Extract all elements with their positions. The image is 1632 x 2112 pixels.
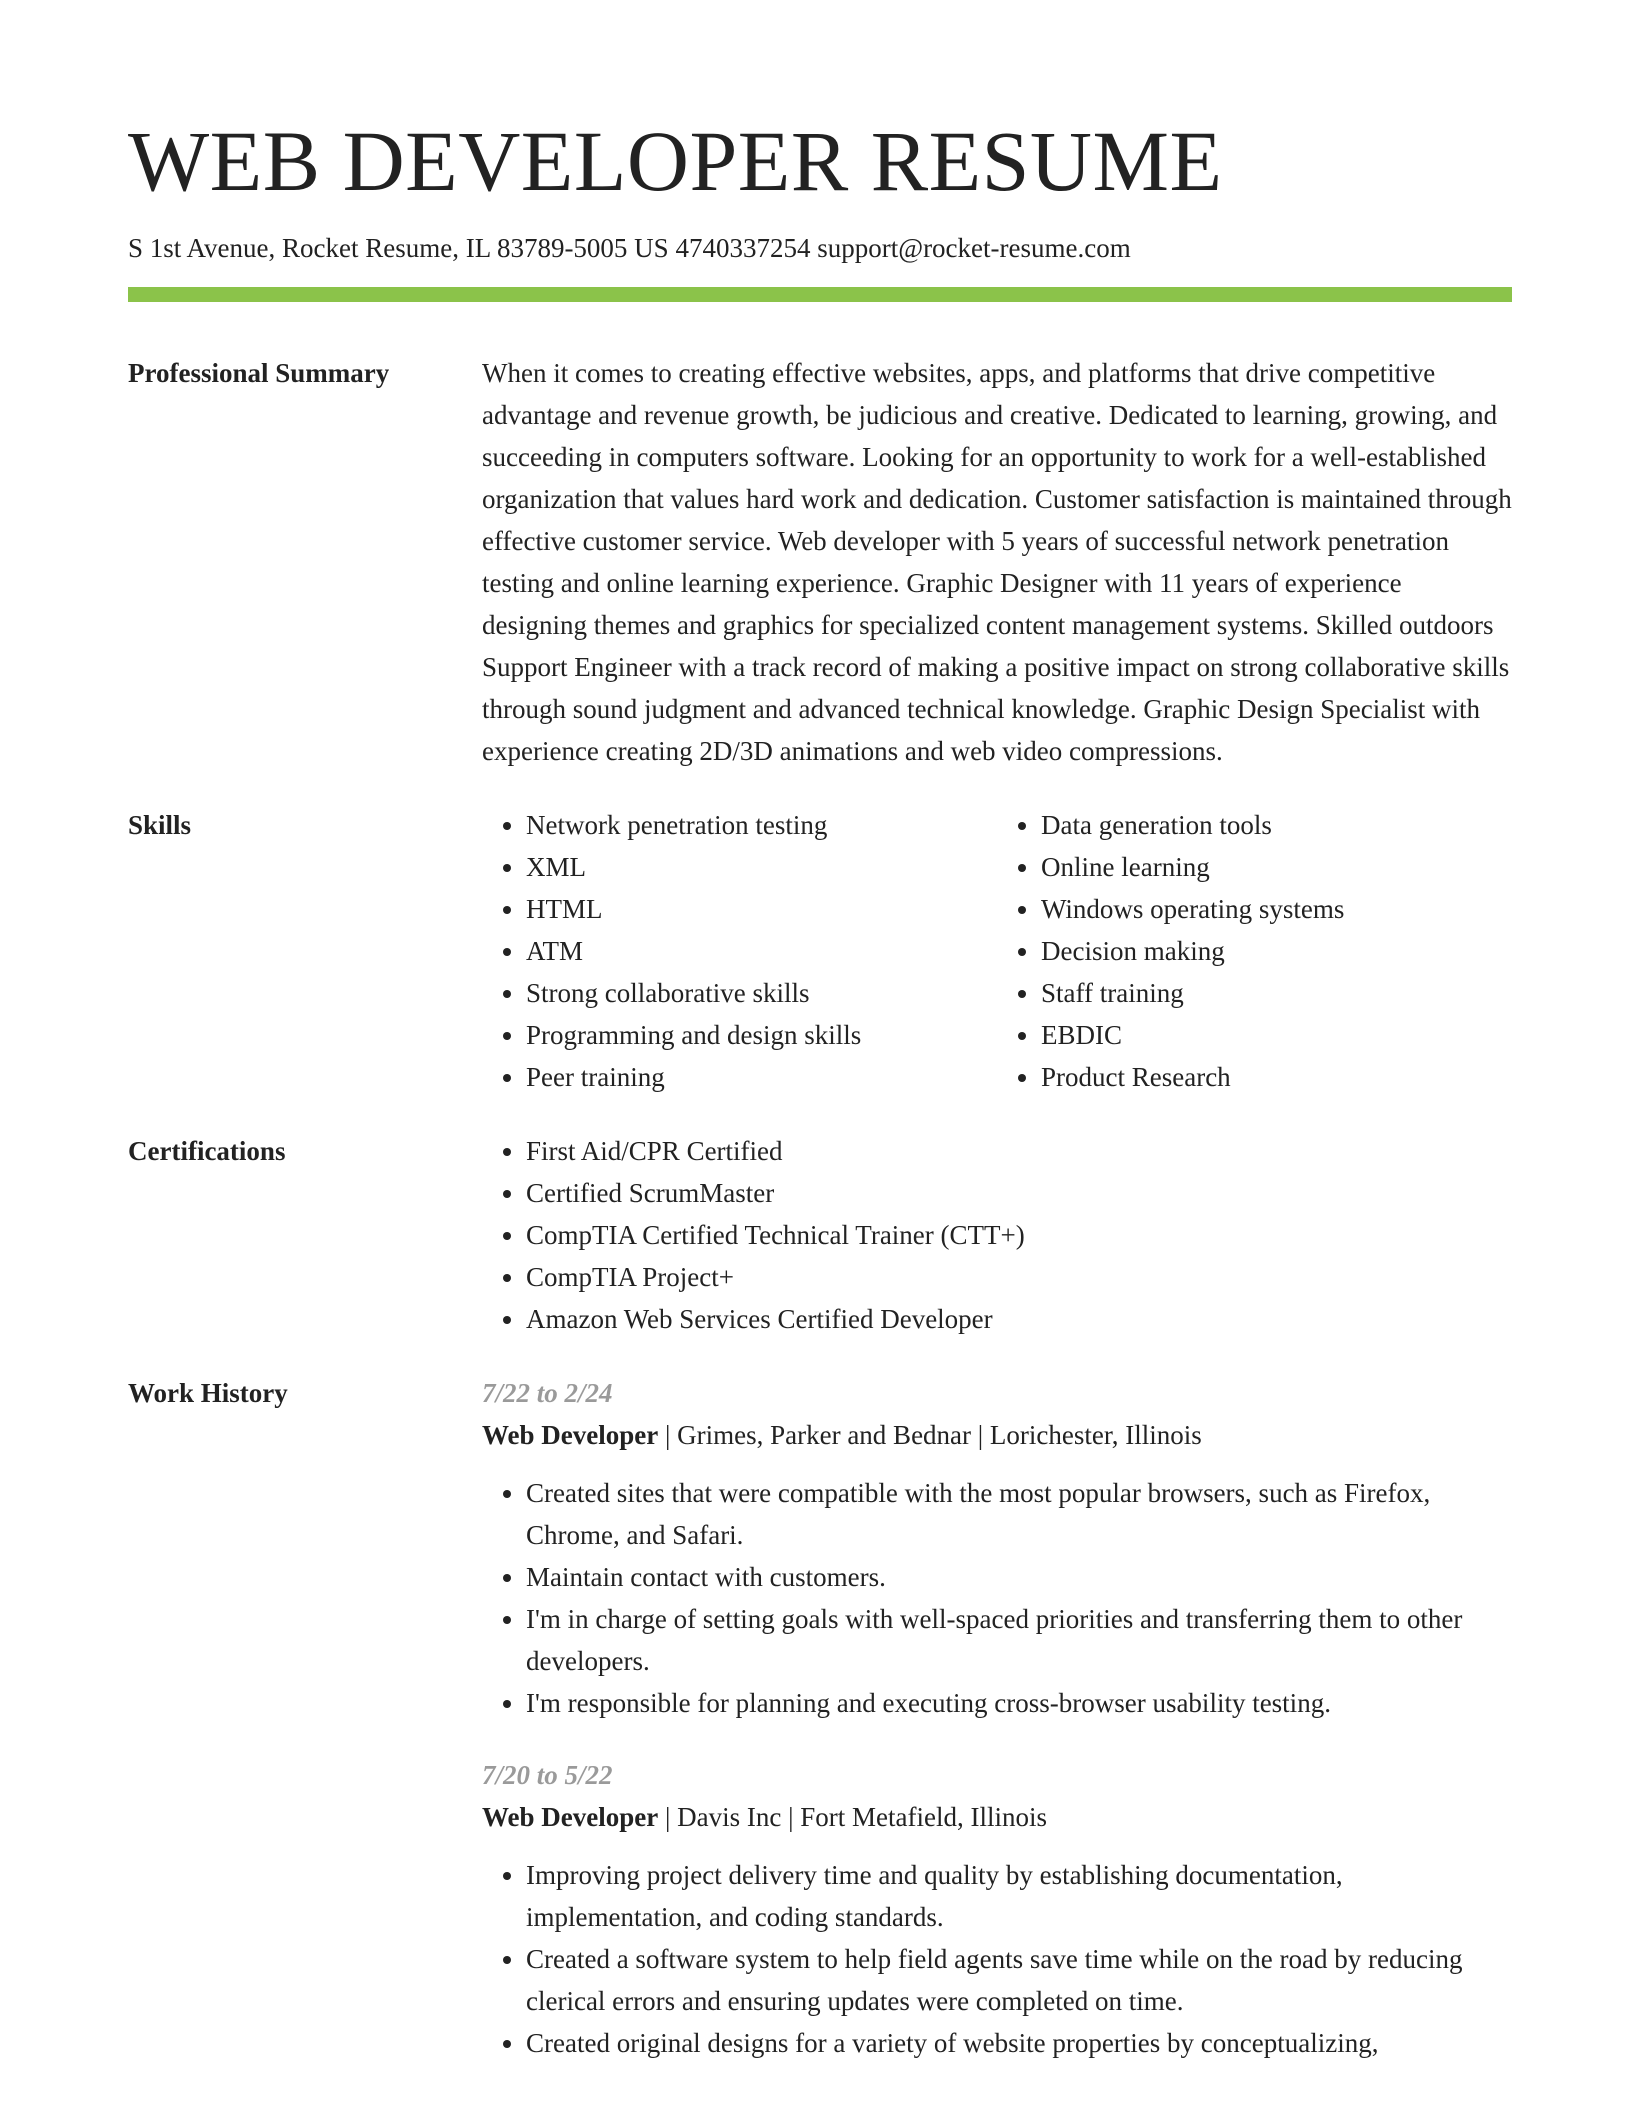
skill-item: • HTML	[526, 888, 997, 930]
job-bullet: • Maintain contact with customers.	[526, 1556, 1512, 1598]
summary-body	[482, 352, 1512, 772]
section-label-work-history: Work History	[128, 1378, 288, 1408]
skill-item: • ATM	[526, 930, 997, 972]
job-bullet: • Created a software system to help field agents save time while on the road by reducing clerical errors and ensuring updates were completed on time.	[526, 1938, 1512, 2022]
accent-divider	[128, 287, 1512, 302]
job-title: Web Developer	[482, 1420, 659, 1450]
section-label-certifications: Certifications	[128, 1136, 286, 1166]
job-bullets	[482, 1854, 1512, 2064]
job-details: | Davis Inc | Fort Metafield, Illinois	[658, 1802, 1047, 1832]
skill-item: • Programming and design skills	[526, 1014, 997, 1056]
certifications-list	[482, 1130, 1512, 1340]
skill-item: • Network penetration testing	[526, 804, 997, 846]
certification-item: • First Aid/CPR Certified	[526, 1130, 1512, 1172]
section-label-skills: Skills	[128, 810, 192, 840]
skill-item: • Strong collaborative skills	[526, 972, 997, 1014]
resume-content	[128, 352, 1512, 2112]
section-certifications	[128, 1130, 1512, 1340]
work-history-body	[482, 1372, 1512, 2094]
certification-item: • CompTIA Certified Technical Trainer (CTT+)	[526, 1214, 1512, 1256]
skill-item: • Staff training	[1041, 972, 1512, 1014]
skill-item: • XML	[526, 846, 997, 888]
job-bullet: • I'm responsible for planning and executing cross-browser usability testing.	[526, 1682, 1512, 1724]
skill-item: • EBDIC	[1041, 1014, 1512, 1056]
job-bullets	[482, 1472, 1512, 1724]
job-dates: 7/22 to 2/24	[482, 1378, 613, 1408]
job-details: | Grimes, Parker and Bednar | Lorichester, Illinois	[658, 1420, 1202, 1450]
job-bullet: • Improving project delivery time and quality by establishing documentation, implementation, and coding standards.	[526, 1854, 1512, 1938]
skill-item: • Decision making	[1041, 930, 1512, 972]
resume-header	[128, 113, 1512, 264]
certification-item: • Certified ScrumMaster	[526, 1172, 1512, 1214]
summary-text: When it comes to creating effective websites, apps, and platforms that drive competitive advantage and revenue growth, be judicious and creative. Dedicated to learning, growing, and succeeding in computers software. Looking for an opportunity to work for a well-established organization that values hard work and dedication. Customer satisfaction is maintained through effective customer service. Web developer with 5 years of successful network penetration testing and online learning experience. Graphic Designer with 11 years of experience designing themes and graphics for specialized content management systems. Skilled outdoors Support Engineer with a track record of making a positive impact on strong collaborative skills through sound judgment and advanced technical knowledge. Graphic Design Specialist with experience creating 2D/3D animations and web video compressions.	[482, 358, 1512, 766]
job-dates: 7/20 to 5/22	[482, 1760, 613, 1790]
job-bullet: • Created sites that were compatible with the most popular browsers, such as Firefox, Chrome, and Safari.	[526, 1472, 1512, 1556]
skill-item: • Product Research	[1041, 1056, 1512, 1098]
section-skills	[128, 804, 1512, 1098]
job-heading	[482, 1414, 1512, 1456]
section-professional-summary	[128, 352, 1512, 772]
certifications-body	[482, 1130, 1512, 1340]
skills-list-right	[997, 804, 1512, 1098]
contact-info: S 1st Avenue, Rocket Resume, IL 83789-5005 US 4740337254 support@rocket-resume.com	[128, 233, 1131, 263]
section-label-summary: Professional Summary	[128, 358, 390, 388]
certification-item: • Amazon Web Services Certified Developer	[526, 1298, 1512, 1340]
resume-title: WEB DEVELOPER RESUME	[128, 113, 1223, 209]
certification-item: • CompTIA Project+	[526, 1256, 1512, 1298]
job-title: Web Developer	[482, 1802, 659, 1832]
section-work-history	[128, 1372, 1512, 2094]
skill-item: • Windows operating systems	[1041, 888, 1512, 930]
job-entry	[482, 1754, 1512, 2064]
job-heading	[482, 1796, 1512, 1838]
job-entry	[482, 1372, 1512, 1724]
skills-list-left	[482, 804, 997, 1098]
skill-item: • Data generation tools	[1041, 804, 1512, 846]
job-bullet: • I'm in charge of setting goals with well-spaced priorities and transferring them to other developers.	[526, 1598, 1512, 1682]
skills-body	[482, 804, 1512, 1098]
skill-item: • Peer training	[526, 1056, 997, 1098]
skill-item: • Online learning	[1041, 846, 1512, 888]
job-bullet: • Created original designs for a variety of website properties by conceptualizing,	[526, 2022, 1512, 2064]
